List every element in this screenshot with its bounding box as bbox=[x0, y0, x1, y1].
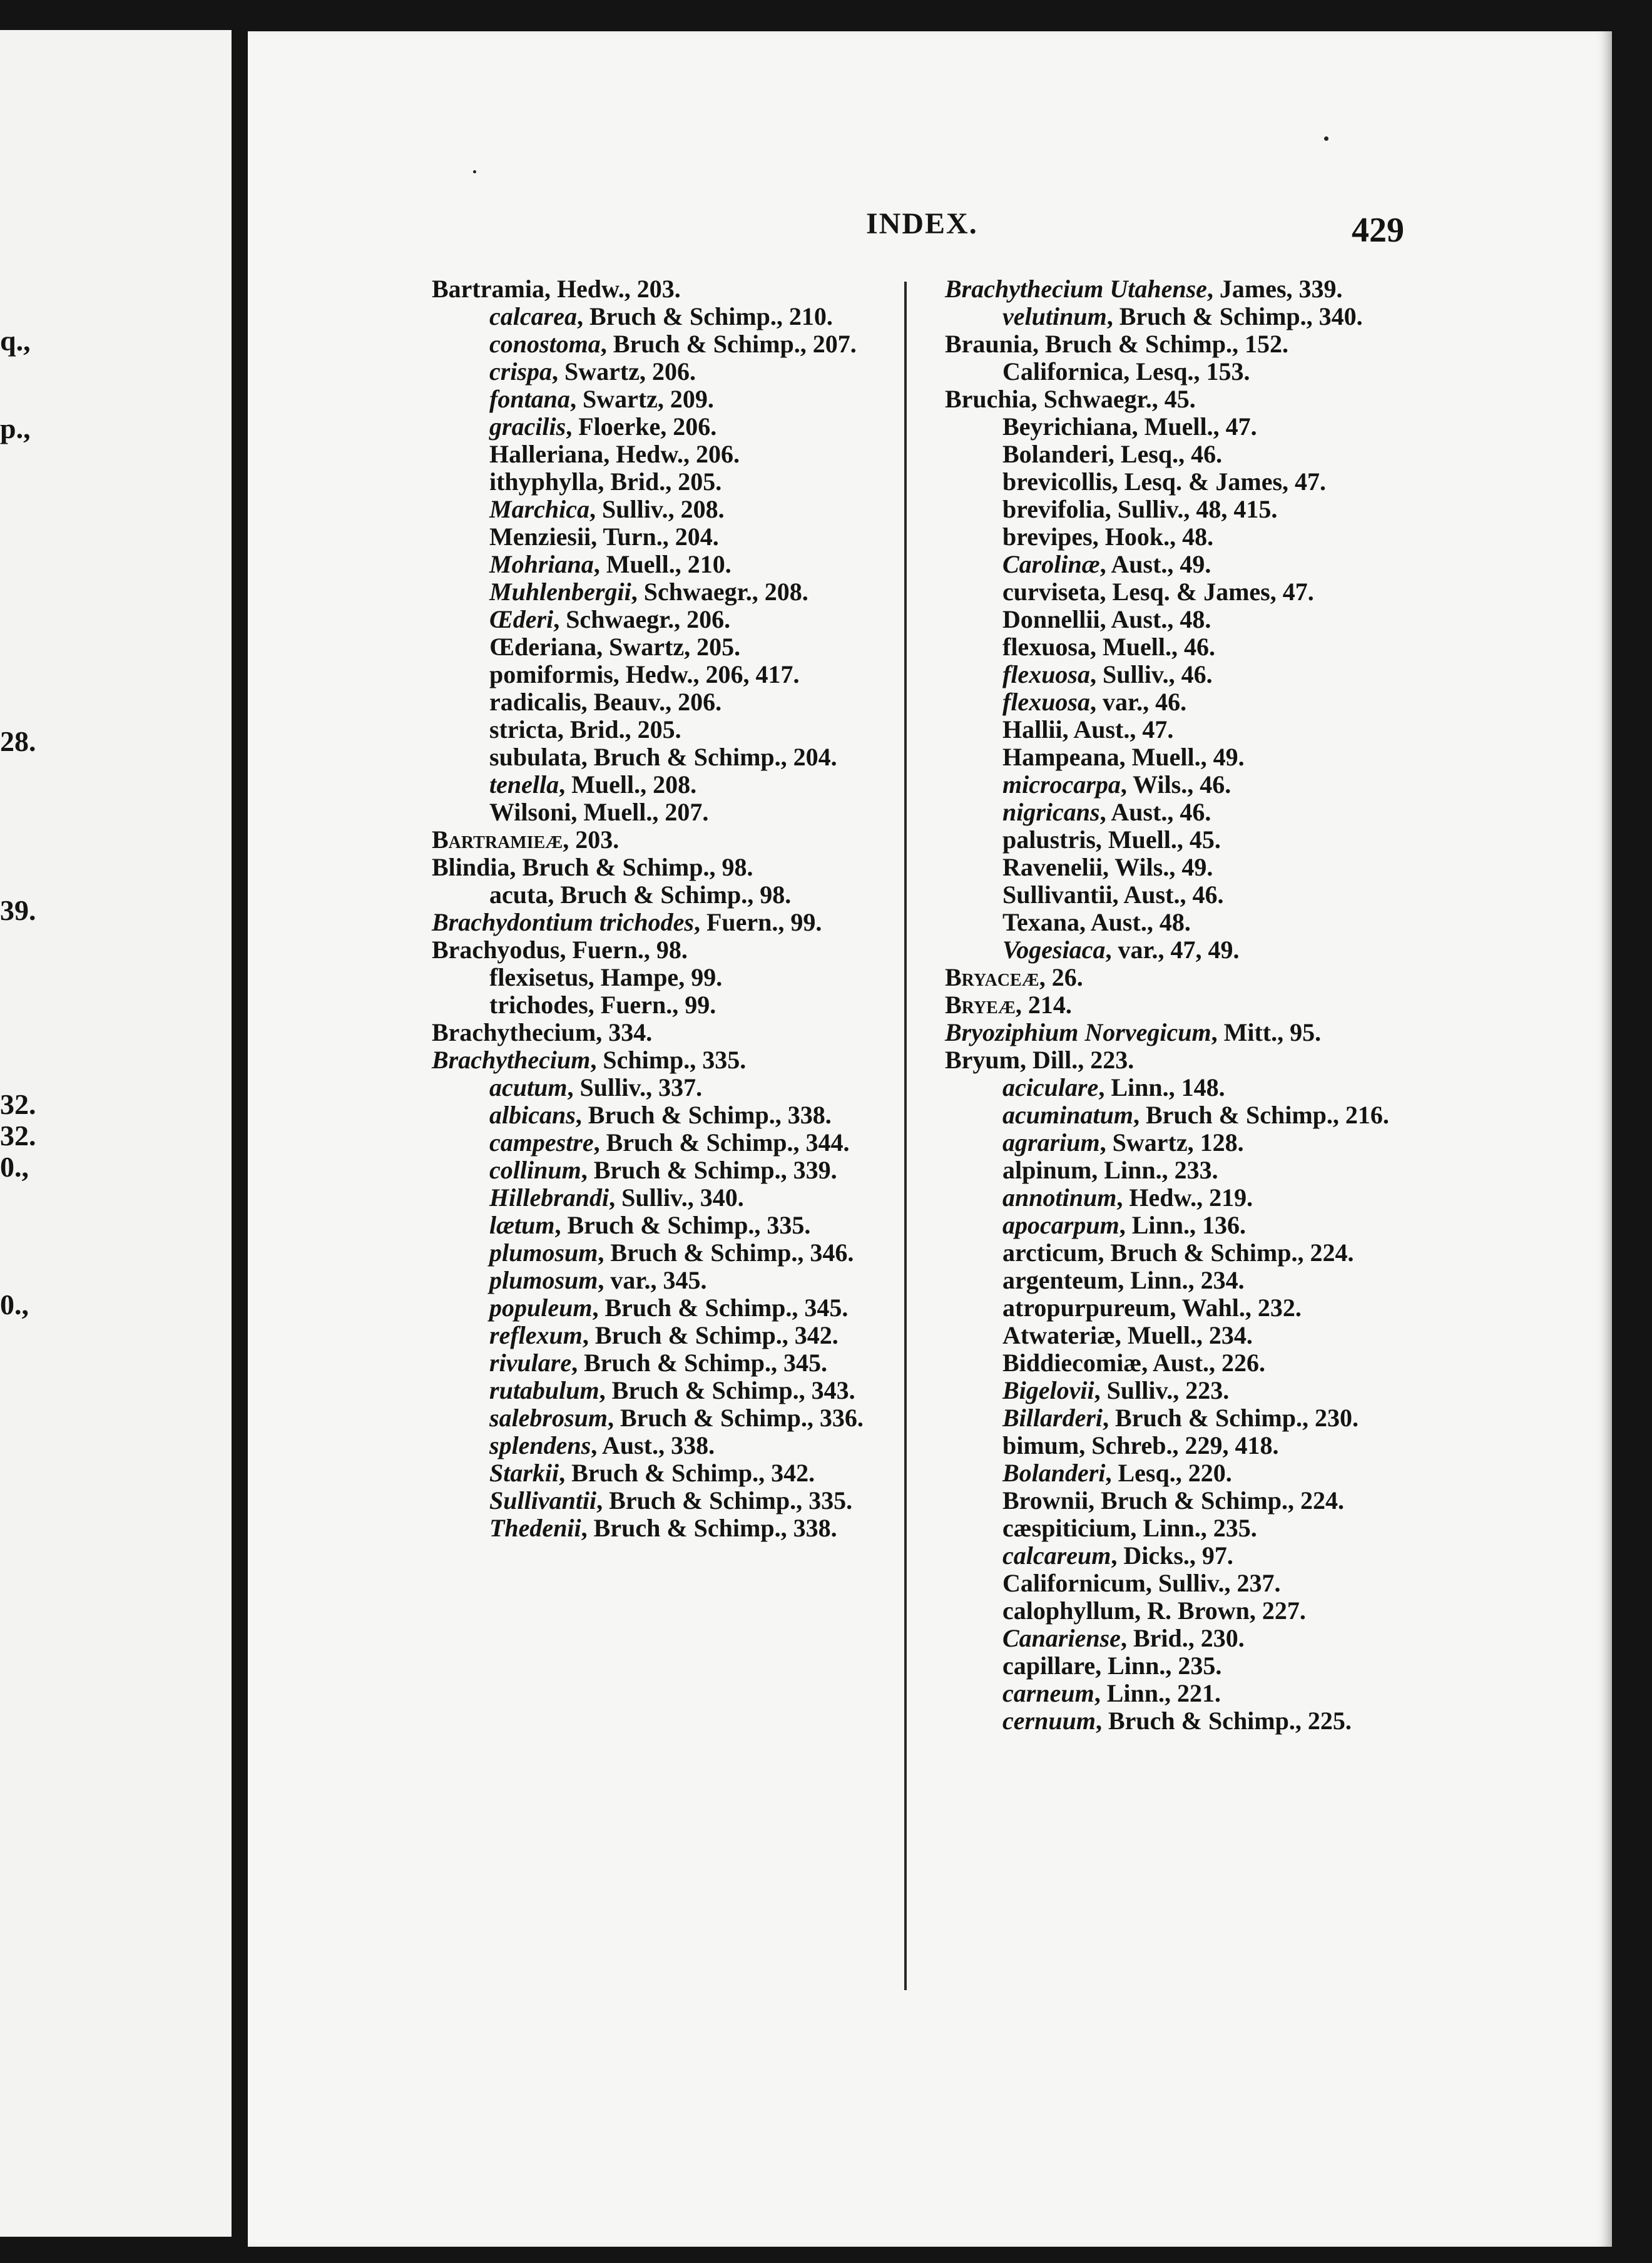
entry-text: trichodes, Fuern., 99. bbox=[489, 991, 716, 1019]
entry-text: calcarea bbox=[489, 302, 577, 330]
entry-text: calcareum bbox=[1002, 1541, 1111, 1570]
entry-text: splendens bbox=[489, 1431, 591, 1459]
entry-text: , Mitt., 95. bbox=[1211, 1018, 1322, 1046]
entry-text: Hallii, Aust., 47. bbox=[1002, 715, 1174, 743]
index-subentry bbox=[1002, 743, 1427, 771]
index-subentry bbox=[489, 1349, 914, 1377]
index-subentry bbox=[1002, 1652, 1427, 1680]
index-subentry bbox=[1002, 1267, 1427, 1294]
entry-text: , Sulliv., 223. bbox=[1094, 1376, 1230, 1404]
entry-text: , 214. bbox=[1015, 991, 1072, 1019]
index-subentry bbox=[489, 413, 914, 441]
entry-text: Bryeæ bbox=[945, 991, 1016, 1019]
index-subentry bbox=[1002, 688, 1427, 716]
index-entry bbox=[945, 1019, 1427, 1046]
index-entry bbox=[432, 1046, 914, 1074]
index-subentry bbox=[489, 1404, 914, 1432]
entry-text: Californica, Lesq., 153. bbox=[1002, 357, 1250, 386]
index-subentry bbox=[489, 881, 914, 909]
index-subentry bbox=[1002, 771, 1427, 799]
index-subentry bbox=[1002, 799, 1427, 826]
entry-text: Ravenelii, Wils., 49. bbox=[1002, 853, 1213, 881]
index-subentry bbox=[1002, 1542, 1427, 1570]
index-subentry bbox=[1002, 468, 1427, 496]
column-divider bbox=[904, 282, 907, 1990]
index-subentry bbox=[489, 330, 914, 358]
index-subentry bbox=[1002, 1487, 1427, 1515]
entry-text: Atwateriæ, Muell., 234. bbox=[1002, 1321, 1253, 1349]
entry-text: , Aust., 46. bbox=[1099, 798, 1211, 826]
entry-text: brevipes, Hook., 48. bbox=[1002, 523, 1214, 551]
entry-text: , Bruch & Schimp., 210. bbox=[576, 302, 833, 330]
entry-text: stricta, Brid., 205. bbox=[489, 715, 681, 743]
entry-text: argenteum, Linn., 234. bbox=[1002, 1266, 1245, 1294]
entry-text: , Bruch & Schimp., 343. bbox=[599, 1376, 855, 1404]
entry-text: Hillebrandi bbox=[489, 1183, 609, 1212]
entry-text: , Bruch & Schimp., 335. bbox=[596, 1486, 853, 1515]
entry-text: tenella bbox=[489, 770, 559, 799]
index-subentry bbox=[1002, 496, 1427, 523]
entry-text: , Schwaegr., 206. bbox=[553, 605, 731, 633]
entry-text: , Sulliv., 337. bbox=[567, 1073, 703, 1101]
index-subentry bbox=[1002, 854, 1427, 881]
entry-text: Brachythecium bbox=[432, 1046, 591, 1074]
entry-text: Texana, Aust., 48. bbox=[1002, 908, 1191, 936]
entry-text: , Schimp., 335. bbox=[590, 1046, 747, 1074]
index-subentry bbox=[489, 1184, 914, 1212]
index-subentry bbox=[489, 964, 914, 991]
entry-text: Brachyodus, Fuern., 98. bbox=[432, 936, 688, 964]
index-subentry bbox=[489, 1515, 914, 1542]
entry-text: Sullivantii, Aust., 46. bbox=[1002, 881, 1224, 909]
margin-fragment: 32. bbox=[0, 1120, 36, 1152]
margin-fragment: 39. bbox=[0, 894, 36, 926]
index-subentry bbox=[1002, 1597, 1427, 1625]
entry-text: Bolanderi, Lesq., 46. bbox=[1002, 440, 1223, 468]
entry-text: Vogesiaca bbox=[1002, 936, 1106, 964]
index-entry bbox=[432, 909, 914, 936]
index-subentry bbox=[489, 523, 914, 551]
index-subentry bbox=[1002, 523, 1427, 551]
index-column-right bbox=[945, 275, 1427, 1735]
entry-text: , var., 46. bbox=[1090, 688, 1187, 716]
page-number: 429 bbox=[1352, 211, 1404, 250]
entry-text: , Bruch & Schimp., 342. bbox=[559, 1459, 815, 1487]
entry-text: collinum bbox=[489, 1156, 581, 1184]
index-subentry bbox=[489, 303, 914, 330]
entry-text: subulata, Bruch & Schimp., 204. bbox=[489, 743, 837, 771]
index-subentry bbox=[489, 661, 914, 688]
index-subentry bbox=[1002, 1129, 1427, 1157]
margin-fragment: q., bbox=[0, 325, 31, 357]
entry-text: , Bruch & Schimp., 345. bbox=[592, 1294, 849, 1322]
entry-text: , Bruch & Schimp., 338. bbox=[581, 1514, 837, 1542]
index-subentry bbox=[1002, 1377, 1427, 1404]
entry-text: campestre bbox=[489, 1128, 594, 1157]
entry-text: flexuosa bbox=[1002, 688, 1090, 716]
entry-text: cernuum bbox=[1002, 1707, 1096, 1735]
entry-text: , 26. bbox=[1039, 963, 1083, 991]
index-entry bbox=[945, 1046, 1427, 1074]
entry-text: Billarderi bbox=[1002, 1404, 1103, 1432]
entry-text: Donnellii, Aust., 48. bbox=[1002, 605, 1211, 633]
entry-text: Bolanderi bbox=[1002, 1459, 1106, 1487]
entry-text: cæspiticium, Linn., 235. bbox=[1002, 1514, 1257, 1542]
index-subentry bbox=[1002, 358, 1427, 386]
entry-text: Sullivantii bbox=[489, 1486, 597, 1515]
entry-text: , Bruch & Schimp., 338. bbox=[575, 1101, 832, 1129]
index-subentry bbox=[1002, 413, 1427, 441]
index-subentry bbox=[489, 1101, 914, 1129]
entry-text: , Muell., 210. bbox=[593, 550, 732, 578]
entry-text: , Swartz, 209. bbox=[569, 385, 714, 413]
index-subentry bbox=[489, 1377, 914, 1404]
entry-text: Braunia, Bruch & Schimp., 152. bbox=[945, 330, 1288, 358]
entry-text: , James, 339. bbox=[1206, 275, 1343, 303]
index-subentry bbox=[1002, 633, 1427, 661]
index-subentry bbox=[1002, 441, 1427, 468]
entry-text: Marchica bbox=[489, 495, 589, 523]
entry-text: , Floerke, 206. bbox=[566, 412, 717, 441]
entry-text: Starkii bbox=[489, 1459, 559, 1487]
entry-text: Wilsoni, Muell., 207. bbox=[489, 798, 709, 826]
index-subentry bbox=[489, 633, 914, 661]
entry-text: ithyphylla, Brid., 205. bbox=[489, 467, 722, 496]
index-subentry bbox=[489, 771, 914, 799]
entry-text: , Linn., 221. bbox=[1094, 1679, 1221, 1707]
entry-text: Canariense bbox=[1002, 1624, 1121, 1652]
entry-text: Œderiana, Swartz, 205. bbox=[489, 633, 741, 661]
margin-fragment: p., bbox=[0, 412, 31, 444]
entry-text: Brachythecium Utahense bbox=[945, 275, 1207, 303]
index-subentry bbox=[1002, 1707, 1427, 1735]
index-subentry bbox=[1002, 1349, 1427, 1377]
index-subentry bbox=[489, 991, 914, 1019]
index-subentry bbox=[1002, 1101, 1427, 1129]
margin-fragment: 28. bbox=[0, 725, 36, 757]
index-entry bbox=[945, 991, 1427, 1019]
entry-text: Bryum, Dill., 223. bbox=[945, 1046, 1134, 1074]
index-subentry bbox=[1002, 1212, 1427, 1239]
index-subentry bbox=[1002, 606, 1427, 633]
entry-text: Blindia, Bruch & Schimp., 98. bbox=[432, 853, 753, 881]
entry-text: Beyrichiana, Muell., 47. bbox=[1002, 412, 1257, 441]
index-subentry bbox=[1002, 303, 1427, 330]
index-subentry bbox=[489, 1322, 914, 1349]
entry-text: , Bruch & Schimp., 216. bbox=[1133, 1101, 1389, 1129]
entry-text: salebrosum bbox=[489, 1404, 608, 1432]
entry-text: Mohriana bbox=[489, 550, 594, 578]
index-subentry bbox=[1002, 1680, 1427, 1707]
index-subentry bbox=[1002, 1432, 1427, 1459]
index-subentry bbox=[489, 468, 914, 496]
entry-text: plumosum bbox=[489, 1266, 598, 1294]
entry-text: Bartramia, Hedw., 203. bbox=[432, 275, 681, 303]
index-subentry bbox=[489, 358, 914, 386]
entry-text: , Aust., 49. bbox=[1099, 550, 1211, 578]
index-subentry bbox=[1002, 1184, 1427, 1212]
entry-text: Thedenii bbox=[489, 1514, 581, 1542]
entry-text: conostoma bbox=[489, 330, 601, 358]
index-subentry bbox=[1002, 1570, 1427, 1597]
entry-text: acuta, Bruch & Schimp., 98. bbox=[489, 881, 792, 909]
index-subentry bbox=[489, 1294, 914, 1322]
index-subentry bbox=[489, 441, 914, 468]
margin-fragment: 0., bbox=[0, 1289, 29, 1321]
entry-text: atropurpureum, Wahl., 232. bbox=[1002, 1294, 1302, 1322]
entry-text: , var., 47, 49. bbox=[1105, 936, 1240, 964]
index-subentry bbox=[1002, 1157, 1427, 1184]
entry-text: crispa bbox=[489, 357, 552, 386]
index-subentry bbox=[489, 578, 914, 606]
index-subentry bbox=[489, 1487, 914, 1515]
entry-text: Bartramieæ bbox=[432, 825, 563, 854]
index-subentry bbox=[1002, 881, 1427, 909]
index-subentry bbox=[489, 799, 914, 826]
entry-text: Californicum, Sulliv., 237. bbox=[1002, 1569, 1281, 1597]
index-subentry bbox=[1002, 1459, 1427, 1487]
index-subentry bbox=[489, 1459, 914, 1487]
entry-text: brevifolia, Sulliv., 48, 415. bbox=[1002, 495, 1278, 523]
margin-fragment: 0., bbox=[0, 1151, 29, 1183]
index-subentry bbox=[1002, 551, 1427, 578]
index-subentry bbox=[489, 688, 914, 716]
entry-text: calophyllum, R. Brown, 227. bbox=[1002, 1596, 1306, 1625]
index-subentry bbox=[489, 716, 914, 743]
index-entry bbox=[945, 386, 1427, 413]
entry-text: , Bruch & Schimp., 336. bbox=[607, 1404, 864, 1432]
index-subentry bbox=[1002, 661, 1427, 688]
index-entry bbox=[432, 275, 914, 303]
entry-text: Brownii, Bruch & Schimp., 224. bbox=[1002, 1486, 1344, 1515]
entry-text: rivulare bbox=[489, 1349, 572, 1377]
index-entry bbox=[432, 1019, 914, 1046]
entry-text: flexuosa, Muell., 46. bbox=[1002, 633, 1215, 661]
index-subentry bbox=[489, 1157, 914, 1184]
entry-text: apocarpum bbox=[1002, 1211, 1119, 1239]
entry-text: , Bruch & Schimp., 345. bbox=[571, 1349, 828, 1377]
entry-text: Carolinæ bbox=[1002, 550, 1100, 578]
entry-text: Hampeana, Muell., 49. bbox=[1002, 743, 1245, 771]
entry-text: , Hedw., 219. bbox=[1116, 1183, 1253, 1212]
index-subentry bbox=[1002, 1074, 1427, 1101]
index-subentry bbox=[489, 1074, 914, 1101]
entry-text: , Brid., 230. bbox=[1120, 1624, 1245, 1652]
entry-text: , Fuern., 99. bbox=[693, 908, 822, 936]
entry-text: agrarium bbox=[1002, 1128, 1100, 1157]
entry-text: Biddiecomiæ, Aust., 226. bbox=[1002, 1349, 1266, 1377]
entry-text: , Bruch & Schimp., 344. bbox=[593, 1128, 850, 1157]
index-subentry bbox=[1002, 826, 1427, 854]
entry-text: reflexum bbox=[489, 1321, 583, 1349]
entry-text: Brachythecium, 334. bbox=[432, 1018, 653, 1046]
index-entry bbox=[945, 964, 1427, 991]
index-entry bbox=[432, 826, 914, 854]
entry-text: , Sulliv., 46. bbox=[1090, 660, 1213, 688]
entry-text: , Dicks., 97. bbox=[1111, 1541, 1233, 1570]
print-speck bbox=[1324, 136, 1328, 141]
entry-text: , Bruch & Schimp., 339. bbox=[581, 1156, 837, 1184]
entry-text: , var., 345. bbox=[598, 1266, 707, 1294]
index-subentry bbox=[489, 551, 914, 578]
index-subentry bbox=[1002, 1239, 1427, 1267]
entry-text: , Wils., 46. bbox=[1120, 770, 1231, 799]
index-subentry bbox=[1002, 578, 1427, 606]
index-subentry bbox=[489, 1432, 914, 1459]
index-subentry bbox=[1002, 1515, 1427, 1542]
index-subentry bbox=[489, 1239, 914, 1267]
entry-text: , Swartz, 128. bbox=[1099, 1128, 1244, 1157]
facing-page-edge bbox=[0, 30, 232, 2237]
entry-text: rutabulum bbox=[489, 1376, 599, 1404]
index-subentry bbox=[489, 496, 914, 523]
entry-text: plumosum bbox=[489, 1239, 598, 1267]
entry-text: Œderi bbox=[489, 605, 554, 633]
index-entry bbox=[432, 936, 914, 964]
entry-text: aciculare bbox=[1002, 1073, 1099, 1101]
index-subentry bbox=[1002, 1322, 1427, 1349]
entry-text: , Sulliv., 208. bbox=[589, 495, 725, 523]
margin-fragment: 32. bbox=[0, 1088, 36, 1120]
index-entry bbox=[945, 330, 1427, 358]
entry-text: Menziesii, Turn., 204. bbox=[489, 523, 719, 551]
entry-text: , Bruch & Schimp., 335. bbox=[554, 1211, 811, 1239]
entry-text: bimum, Schreb., 229, 418. bbox=[1002, 1431, 1279, 1459]
entry-text: , Schwaegr., 208. bbox=[631, 578, 808, 606]
entry-text: Bruchia, Schwaegr., 45. bbox=[945, 385, 1196, 413]
index-subentry bbox=[1002, 936, 1427, 964]
entry-text: , Linn., 136. bbox=[1119, 1211, 1246, 1239]
entry-text: Halleriana, Hedw., 206. bbox=[489, 440, 740, 468]
entry-text: palustris, Muell., 45. bbox=[1002, 825, 1221, 854]
index-subentry bbox=[1002, 1294, 1427, 1322]
index-entry bbox=[945, 275, 1427, 303]
entry-text: Brachydontium trichodes bbox=[432, 908, 694, 936]
index-subentry bbox=[489, 386, 914, 413]
entry-text: , Aust., 338. bbox=[591, 1431, 715, 1459]
entry-text: Bigelovii bbox=[1002, 1376, 1094, 1404]
entry-text: , Bruch & Schimp., 342. bbox=[582, 1321, 839, 1349]
entry-text: lætum bbox=[489, 1211, 555, 1239]
entry-text: , Bruch & Schimp., 230. bbox=[1103, 1404, 1359, 1432]
entry-text: carneum bbox=[1002, 1679, 1094, 1707]
entry-text: , Bruch & Schimp., 207. bbox=[600, 330, 857, 358]
entry-text: flexisetus, Hampe, 99. bbox=[489, 963, 723, 991]
index-subentry bbox=[489, 743, 914, 771]
entry-text: , Lesq., 220. bbox=[1105, 1459, 1232, 1487]
entry-text: microcarpa bbox=[1002, 770, 1121, 799]
entry-text: velutinum bbox=[1002, 302, 1107, 330]
entry-text: , Sulliv., 340. bbox=[609, 1183, 744, 1212]
entry-text: curviseta, Lesq. & James, 47. bbox=[1002, 578, 1314, 606]
index-subentry bbox=[1002, 909, 1427, 936]
entry-text: , Bruch & Schimp., 340. bbox=[1106, 302, 1363, 330]
entry-text: brevicollis, Lesq. & James, 47. bbox=[1002, 467, 1327, 496]
entry-text: arcticum, Bruch & Schimp., 224. bbox=[1002, 1239, 1354, 1267]
entry-text: capillare, Linn., 235. bbox=[1002, 1652, 1222, 1680]
index-subentry bbox=[489, 1267, 914, 1294]
entry-text: Bryaceæ bbox=[945, 963, 1039, 991]
entry-text: fontana bbox=[489, 385, 570, 413]
index-column-left bbox=[432, 275, 914, 1542]
entry-text: radicalis, Beauv., 206. bbox=[489, 688, 722, 716]
index-entry bbox=[432, 854, 914, 881]
entry-text: annotinum bbox=[1002, 1183, 1117, 1212]
print-speck bbox=[473, 170, 476, 173]
entry-text: , Swartz, 206. bbox=[552, 357, 696, 386]
entry-text: , 203. bbox=[563, 825, 620, 854]
index-subentry bbox=[1002, 1404, 1427, 1432]
entry-text: , Linn., 148. bbox=[1098, 1073, 1225, 1101]
entry-text: Muhlenbergii bbox=[489, 578, 631, 606]
index-subentry bbox=[489, 1129, 914, 1157]
entry-text: alpinum, Linn., 233. bbox=[1002, 1156, 1218, 1184]
entry-text: flexuosa bbox=[1002, 660, 1090, 688]
entry-text: , Bruch & Schimp., 346. bbox=[598, 1239, 854, 1267]
entry-text: acutum bbox=[489, 1073, 568, 1101]
index-subentry bbox=[489, 1212, 914, 1239]
entry-text: nigricans bbox=[1002, 798, 1100, 826]
running-head: INDEX. bbox=[866, 207, 978, 240]
entry-text: Bryoziphium Norvegicum bbox=[945, 1018, 1211, 1046]
index-subentry bbox=[1002, 1625, 1427, 1652]
index-subentry bbox=[1002, 716, 1427, 743]
entry-text: acuminatum bbox=[1002, 1101, 1133, 1129]
index-subentry bbox=[489, 606, 914, 633]
entry-text: , Bruch & Schimp., 225. bbox=[1095, 1707, 1352, 1735]
entry-text: , Muell., 208. bbox=[559, 770, 697, 799]
entry-text: gracilis bbox=[489, 412, 566, 441]
entry-text: albicans bbox=[489, 1101, 576, 1129]
entry-text: populeum bbox=[489, 1294, 593, 1322]
entry-text: pomiformis, Hedw., 206, 417. bbox=[489, 660, 800, 688]
